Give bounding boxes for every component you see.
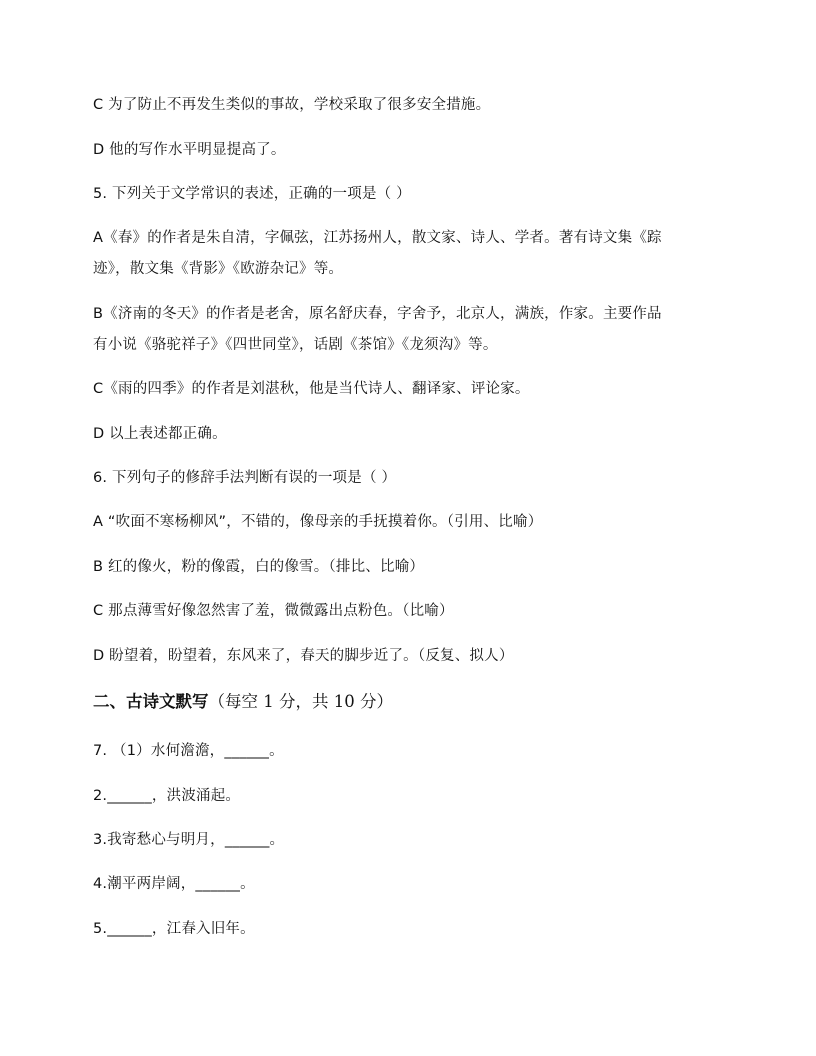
q5-option-b-line1: B《济南的冬天》的作者是老舍，原名舒庆春，字舍予，北京人，满族，作家。主要作品 <box>93 306 662 322</box>
q5-option-c: C《雨的四季》的作者是刘湛秋，他是当代诗人、翻译家、评论家。 <box>93 381 530 397</box>
recitation-item: 5.______，江春入旧年。 <box>93 921 255 937</box>
q4-option-d: D 他的写作水平明显提高了。 <box>93 142 286 158</box>
q5-option-a-line2: 迹》，散文集《背影》《欧游杂记》等。 <box>93 261 344 277</box>
recitation-item: 3.我寄愁心与明月，______。 <box>93 832 285 848</box>
recitation-item: 4.潮平两岸阔，______。 <box>93 876 255 892</box>
q5-option-b-line2: 有小说《骆驼祥子》《四世同堂》，话剧《茶馆》《龙须沟》等。 <box>93 337 498 353</box>
recitation-item: 7. （1）水何澹澹，______。 <box>93 743 284 759</box>
section-score-note: （每空 1 分，共 10 分） <box>208 692 393 711</box>
q6-option-d: D 盼望着，盼望着，东风来了，春天的脚步近了。（反复、拟人） <box>93 648 514 664</box>
recitation-item: 2.______，洪波涌起。 <box>93 788 241 804</box>
q5-option-d: D 以上表述都正确。 <box>93 426 227 442</box>
q5-option-a-line1: A《春》的作者是朱自清，字佩弦，江苏扬州人，散文家、诗人、学者。著有诗文集《踪 <box>93 230 662 246</box>
section-title: 二、古诗文默写 <box>93 692 209 711</box>
q6-option-c: C 那点薄雪好像忽然害了羞，微微露出点粉色。（比喻） <box>93 603 454 619</box>
q6-stem: 6. 下列句子的修辞手法判断有误的一项是（ ） <box>93 470 397 486</box>
q6-option-a: A “吹面不寒杨柳风”，不错的，像母亲的手抚摸着你。（引用、比喻） <box>93 514 543 530</box>
section-heading <box>93 691 393 713</box>
q5-stem: 5. 下列关于文学常识的表述，正确的一项是（ ） <box>93 186 411 202</box>
q6-option-b: B 红的像火，粉的像霞，白的像雪。（排比、比喻） <box>93 559 425 575</box>
q4-option-c: C 为了防止不再发生类似的事故，学校采取了很多安全措施。 <box>93 97 491 113</box>
